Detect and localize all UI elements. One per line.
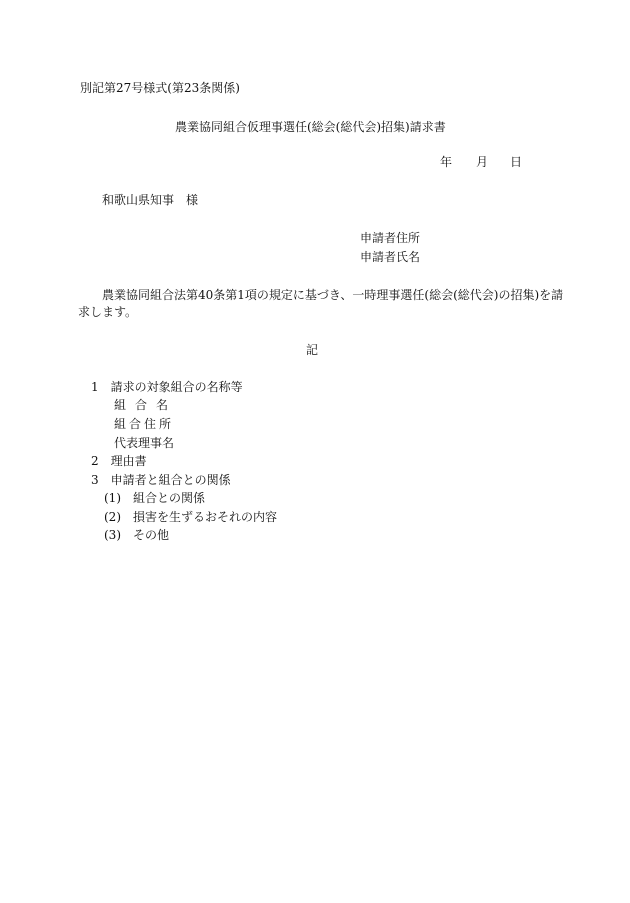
section-3-heading: 3 申請者と組合との関係 xyxy=(91,473,231,487)
section-3-sub-1: (1) 組合との関係 xyxy=(104,491,205,505)
body-text-line-2: 求します。 xyxy=(78,305,138,319)
applicant-address-label: 申請者住所 xyxy=(360,231,421,245)
form-id: 別記第27号様式(第23条関係) xyxy=(80,81,240,95)
date-month-label: 月 xyxy=(476,155,489,169)
ki-heading: 記 xyxy=(306,343,319,357)
section-3-sub-3: (3) その他 xyxy=(104,528,169,542)
applicant-name-label: 申請者氏名 xyxy=(360,250,421,264)
section-2-heading: 2 理由書 xyxy=(91,454,147,468)
body-text-line-1: 農業協同組合法第40条第1項の規定に基づき、一時理事選任(総会(総代会)の招集)を請 xyxy=(102,288,564,302)
section-1-heading: 1 請求の対象組合の名称等 xyxy=(91,380,243,394)
section-1-union-name: 組合名 xyxy=(114,398,178,412)
date-year-label: 年 xyxy=(440,155,453,169)
date-day-label: 日 xyxy=(510,155,523,169)
section-1-representative: 代表理事名 xyxy=(114,436,175,450)
section-3-sub-2: (2) 損害を生ずるおそれの内容 xyxy=(104,510,277,524)
section-1-union-address: 組合住所 xyxy=(114,417,175,431)
document-title: 農業協同組合仮理事選任(総会(総代会)招集)請求書 xyxy=(175,120,446,134)
addressee: 和歌山県知事 様 xyxy=(102,193,199,207)
